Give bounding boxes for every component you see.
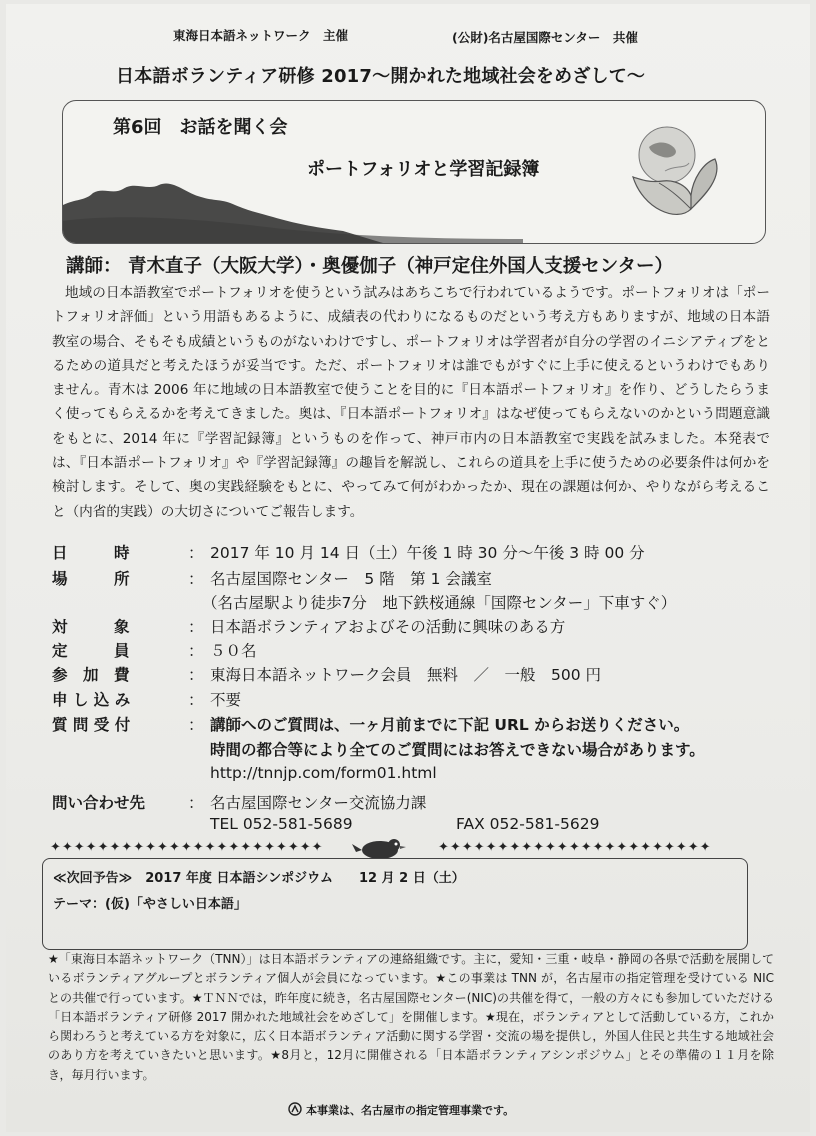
session-number: 第6回 お話を聞く会 (113, 117, 288, 138)
nagoya-city-mark-icon (288, 1102, 302, 1116)
cohost-text: (公財)名古屋国際センター 共催 (452, 30, 638, 45)
earth-leaf-icon (619, 119, 729, 229)
place-label: 場 所 (52, 570, 130, 588)
capacity-value: ５０名 (210, 642, 257, 660)
organizer-text: 東海日本語ネットワーク 主催 (173, 28, 349, 43)
colon: ： (188, 570, 204, 588)
fee-label: 参 加 費 (52, 666, 130, 684)
footer-notes: ★「東海日本語ネットワーク（TNN）」は日本語ボランティアの連絡組織です。主に，愛知・三重・岐阜・静岡の各県で活動を展開しているボランティアグループとボランティア個人が会員になっています。★この事業は TNN が，名古屋市の指定管理を受けている NIC との共催で行っています。★ＴＮＮでは，昨年度に続き，名古屋国際センター(NIC)の共催を得て，一般の方々にも参加していただける「日本語ボランティア研修 2017 開かれた地域社会をめざして」を開催します。★現在，ボランティアとして活動している方，これから関わろうと考えている方を対象に，広く日本語ボランティア活動に関する学習・交流の場を提供し，外国人住民と共生する地域社会のあり方を考えていきたいと思います。★8月と，12月に開催される「日本語ボランティアシンポジウム」とその準備の１１月を除き，毎月行います。 (48, 952, 774, 1082)
tel-number: TEL 052-581-5689 (210, 815, 353, 833)
lecturer-line: 講師： 青木直子（大阪大学）・奥優伽子（神戸定住外国人支援センター） (66, 256, 673, 277)
contact-value: 名古屋国際センター交流協力課 (210, 794, 427, 812)
colon: ： (188, 618, 204, 636)
bottom-note: 本事業は、名古屋市の指定管理事業です。 (306, 1104, 515, 1117)
flyer-page (6, 4, 810, 1132)
place-value: 名古屋国際センター 5 階 第 1 会議室 (210, 570, 492, 588)
fax-number: FAX 052-581-5629 (456, 815, 600, 833)
question-label: 質 問 受 付 (52, 716, 131, 734)
session-subtitle: ポートフォリオと学習記録簿 (307, 159, 540, 180)
main-title: 日本語ボランティア研修 2017～開かれた地域社会をめざして～ (116, 66, 646, 87)
colon: ： (188, 794, 204, 812)
session-banner (62, 100, 766, 244)
description-paragraph: 地域の日本語教室でポートフォリオを使うという試みはあちこちで行われているようです。ポートフォリオは「ポートフォリオ評価」という用語もあるように、成績表の代わりになるものだという考え方もありますが、地域の日本語教室の場合、そもそも成績というものがないわけですし、ポートフォリオは学習者が自分の学習のイニシアティブをとるための道具だと考えたほうが妥当です。ただ、ポートフォリオは誰でもがすぐに上手に使えるというわけでもありません。青木は 2006 年に地域の日本語教室で使うことを目的に『日本語ポートフォリオ』を作り、どうしたらうまく使ってもらえるかを考えてきました。奥は、『日本語ポートフォリオ』はなぜ使ってもらえないのかという問題意識をもとに、2014 年に『学習記録簿』というものを作って、神戸市内の日本語教室で実践を試みました。本発表では、『日本語ポートフォリオ』や『学習記録簿』の趣旨を解説し、これらの道具を上手に使うための必要条件は何かを検討します。そして、奥の実践経験をもとに、やってみて何がわかったか、現在の課題は何か、やりながら考えること（内省的実践）の大切さについてご報告します。 (52, 285, 770, 520)
colon: ： (188, 716, 204, 734)
date-value: 2017 年 10 月 14 日（土）午後 1 時 30 分～午後 3 時 00 分 (210, 544, 645, 562)
question-value-1: 講師へのご質問は、一ヶ月前までに下記 URL からお送りください。 (210, 716, 690, 734)
question-url[interactable]: http://tnnjp.com/form01.html (210, 764, 437, 782)
next-event-theme: テーマ：(仮)「やさしい日本語」 (53, 897, 247, 912)
apply-value: 不要 (210, 691, 242, 709)
fee-value: 東海日本語ネットワーク会員 無料 ／ 一般 500 円 (210, 666, 602, 684)
place-note: （名古屋駅より徒歩7分 地下鉄桜通線「国際センター」下車すぐ） (202, 594, 677, 612)
target-value: 日本語ボランティアおよびその活動に興味のある方 (210, 618, 566, 636)
colon: ： (188, 642, 204, 660)
next-event-box (42, 858, 748, 950)
divider-right: ✦✦✦✦✦✦✦✦✦✦✦✦✦✦✦✦✦✦✦✦✦✦✦ (438, 840, 712, 855)
colon: ： (188, 544, 204, 562)
next-event-notice: ≪次回予告≫ 2017 年度 日本語シンポジウム 12 月 2 日（土） (53, 871, 465, 886)
divider-left: ✦✦✦✦✦✦✦✦✦✦✦✦✦✦✦✦✦✦✦✦✦✦✦ (50, 840, 324, 855)
apply-label: 申 し 込 み (52, 691, 131, 709)
question-value-2: 時間の都合等により全てのご質問にはお答えできない場合があります。 (210, 741, 705, 759)
target-label: 対 象 (52, 618, 130, 636)
date-label: 日 時 (52, 544, 130, 562)
contact-label: 問い合わせ先 (52, 794, 146, 812)
capacity-label: 定 員 (52, 642, 130, 660)
colon: ： (188, 666, 204, 684)
colon: ： (188, 691, 204, 709)
